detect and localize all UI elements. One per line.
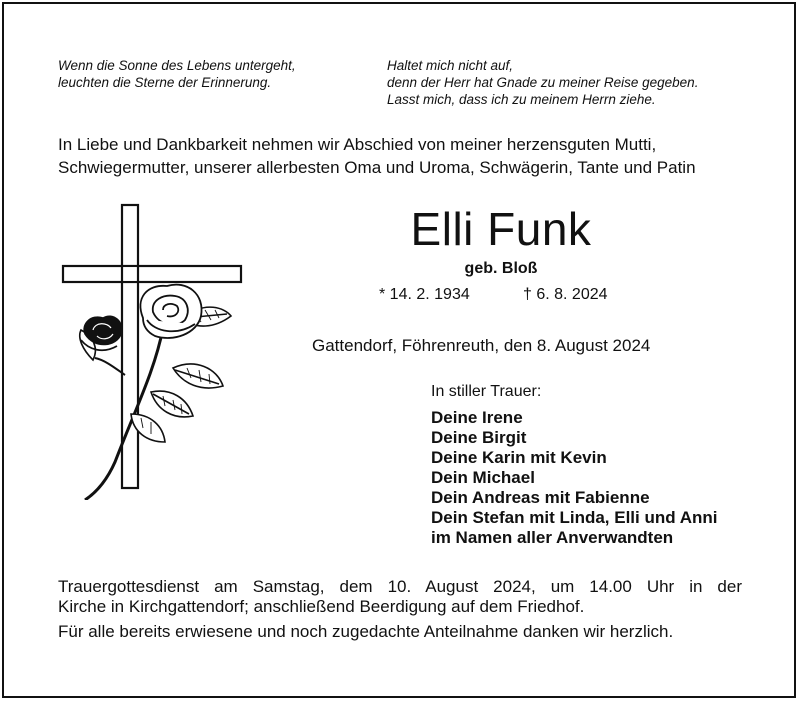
- mourners-intro: In stiller Trauer:: [431, 383, 542, 400]
- quote-left: [58, 57, 296, 91]
- maiden-name: geb. Bloß: [464, 260, 538, 277]
- place-and-date: Gattendorf, Föhrenreuth, den 8. August 2024: [312, 336, 651, 355]
- death-date: † 6. 8. 2024: [523, 286, 608, 303]
- mourner-item: Dein Michael: [431, 468, 535, 487]
- mourner-item: Deine Birgit: [431, 428, 527, 447]
- intro-text: [58, 133, 696, 179]
- mourner-item: Deine Irene: [431, 408, 523, 427]
- mourner-item: Dein Andreas mit Fabienne: [431, 488, 650, 507]
- intro-line-2: Schwiegermutter, unserer allerbesten Oma und Uroma, Schwägerin, Tante und Patin: [58, 158, 696, 177]
- service-info: [58, 577, 742, 617]
- service-line-2: Kirche in Kirchgattendorf; anschließend Beerdigung auf dem Friedhof.: [58, 597, 585, 616]
- mourner-item: Dein Stefan mit Linda, Elli und Anni: [431, 508, 718, 527]
- mourners-list: [431, 408, 718, 548]
- service-line-1: Trauergottesdienst am Samstag, dem 10. August 2024, um 14.00 Uhr in der: [58, 577, 742, 596]
- mourner-item: Deine Karin mit Kevin: [431, 448, 607, 467]
- mourner-item: im Namen aller Anverwandten: [431, 528, 674, 547]
- quote-left-line-1: Wenn die Sonne des Lebens untergeht,: [58, 58, 296, 73]
- deceased-name: Elli Funk: [410, 203, 592, 255]
- cross-with-roses-icon: [55, 200, 255, 500]
- quote-right-line-2: denn der Herr hat Gnade zu meiner Reise gegeben.: [387, 75, 699, 90]
- quote-right-line-1: Haltet mich nicht auf,: [387, 58, 514, 73]
- birth-date: * 14. 2. 1934: [379, 286, 470, 303]
- quote-right: [387, 57, 698, 108]
- quote-left-line-2: leuchten die Sterne der Erinnerung.: [58, 75, 272, 90]
- intro-line-1: In Liebe und Dankbarkeit nehmen wir Abschied von meiner herzensguten Mutti,: [58, 135, 657, 154]
- thanks-text: Für alle bereits erwiesene und noch zugedachte Anteilnahme danken wir herzlich.: [58, 622, 674, 641]
- quote-right-line-3: Lasst mich, dass ich zu meinem Herrn ziehe.: [387, 92, 656, 107]
